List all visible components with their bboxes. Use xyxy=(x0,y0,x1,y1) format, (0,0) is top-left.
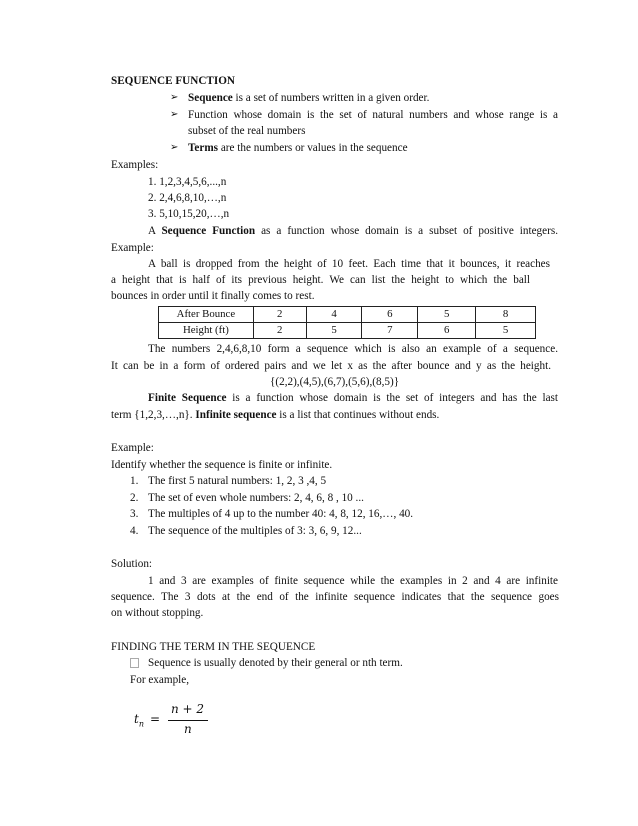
solution-line-3: on without stopping. xyxy=(111,607,204,619)
ball-text-line-3: bounces in order until it finally comes to rest. xyxy=(111,290,315,302)
definition-function-cont: subset of the real numbers xyxy=(188,125,306,137)
table-cell: 6 xyxy=(362,307,418,323)
list-item-number: 2. xyxy=(130,492,139,504)
table-cell: 5 xyxy=(306,323,362,339)
example-1: 1. 1,2,3,4,5,6,...,n xyxy=(148,176,227,188)
table-cell: 2 xyxy=(253,307,306,323)
identify-instruction: Identify whether the sequence is finite or infinite. xyxy=(111,459,333,471)
list-item: The first 5 natural numbers: 1, 2, 3 ,4, 5 xyxy=(148,475,327,487)
ordered-pairs: {(2,2),(4,5),(6,7),(5,6),(8,5)} xyxy=(270,376,400,388)
example2-label: Example: xyxy=(111,442,154,454)
arrow-bullet-icon: ➢ xyxy=(170,142,179,153)
example-2: 2. 2,4,6,8,10,…,n xyxy=(148,192,227,204)
fraction-bar xyxy=(168,720,208,721)
table-header-after-bounce: After Bounce xyxy=(159,307,254,323)
solution-line-1: 1 and 3 are examples of finite sequence while the examples in 2 and 4 are infinite xyxy=(148,575,558,587)
for-example-text: For example, xyxy=(130,674,190,686)
table-header-height: Height (ft) xyxy=(159,323,254,339)
numbers-text-line-1: The numbers 2,4,6,8,10 form a sequence which is also an example of a sequence. xyxy=(148,343,558,355)
definition-sequence: Sequence is a set of numbers written in a given order. xyxy=(188,92,430,104)
formula-numerator: n + 2 xyxy=(171,702,205,716)
finite-sequence-definition: Finite Sequence is a function whose domain is the set of integers and has the last xyxy=(148,392,558,404)
definition-function: Function whose domain is the set of natural numbers and whose range is a xyxy=(188,109,558,121)
list-item: The multiples of 4 up to the number 40: 4, 8, 12, 16,…, 40. xyxy=(148,508,414,520)
table-row xyxy=(159,323,536,339)
table-cell: 7 xyxy=(362,323,418,339)
ball-text-line-1: A ball is dropped from the height of 10 feet. Each time that it bounces, it reaches xyxy=(148,258,550,270)
list-item-number: 3. xyxy=(130,508,139,520)
table-cell: 5 xyxy=(418,307,476,323)
arrow-bullet-icon: ➢ xyxy=(170,92,179,103)
numbers-text-line-2: It can be in a form of ordered pairs and we let x as the after bounce and y as the height. xyxy=(111,360,551,372)
solution-line-2: sequence. The 3 dots at the end of the infinite sequence indicates that the sequence goes xyxy=(111,591,559,603)
list-item: The set of even whole numbers: 2, 4, 6, 8 , 10 ... xyxy=(148,492,364,504)
ball-text-line-2: a height that is half of its previous height. We can list the height to which the ball xyxy=(111,274,530,286)
arrow-bullet-icon: ➢ xyxy=(170,109,179,120)
finding-bullet-text: Sequence is usually denoted by their general or nth term. xyxy=(148,657,403,669)
infinite-sequence-definition: term {1,2,3,…,n}. Infinite sequence is a list that continues without ends. xyxy=(111,409,440,421)
table-cell: 6 xyxy=(418,323,476,339)
examples-label: Examples: xyxy=(111,159,159,171)
table-cell: 5 xyxy=(476,323,536,339)
formula-lhs: $t_n$ xyxy=(134,712,144,729)
table-cell: 2 xyxy=(253,323,306,339)
table-cell: 8 xyxy=(476,307,536,323)
sequence-function-definition: A Sequence Function as a function whose domain is a subset of positive integers. xyxy=(148,225,558,237)
square-bullet-icon xyxy=(130,658,139,668)
formula-equals: = xyxy=(150,712,161,726)
formula-denominator: n xyxy=(184,722,192,736)
finding-term-heading: FINDING THE TERM IN THE SEQUENCE xyxy=(111,641,316,653)
page-title: SEQUENCE FUNCTION xyxy=(111,75,236,87)
bounce-table xyxy=(158,306,536,339)
table-cell: 4 xyxy=(306,307,362,323)
solution-label: Solution: xyxy=(111,558,153,570)
list-item-number: 4. xyxy=(130,525,139,537)
list-item: The sequence of the multiples of 3: 3, 6, 9, 12... xyxy=(148,525,362,537)
list-item-number: 1. xyxy=(130,475,139,487)
example-label: Example: xyxy=(111,242,154,254)
example-3: 3. 5,10,15,20,…,n xyxy=(148,208,230,220)
table-row xyxy=(159,307,536,323)
definition-terms: Terms are the numbers or values in the sequence xyxy=(188,142,408,154)
